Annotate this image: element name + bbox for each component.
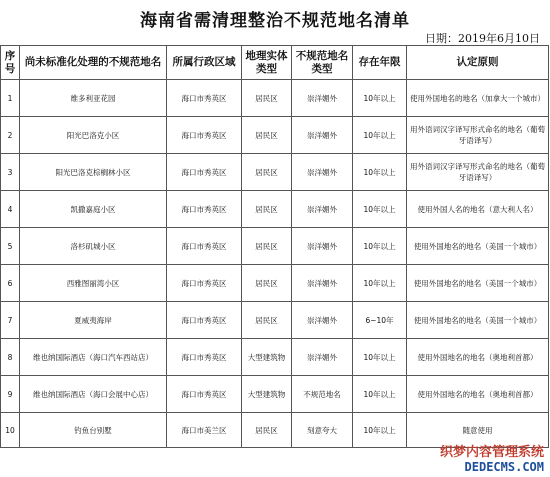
table-row: [1, 80, 549, 117]
cell-category: 崇洋媚外: [292, 265, 353, 302]
cell-name: 凯撒嘉庭小区: [20, 191, 167, 228]
cell-name: 维也纳国际酒店（海口汽车西站店）: [20, 339, 167, 376]
cell-district: 海口市秀英区: [167, 265, 242, 302]
cell-no: 5: [1, 228, 20, 265]
watermark-logo: [440, 441, 544, 474]
cell-category: 崇洋媚外: [292, 191, 353, 228]
cell-name: 维多利亚花园: [20, 80, 167, 117]
cell-district: 海口市秀英区: [167, 339, 242, 376]
cell-no: 8: [1, 339, 20, 376]
cell-name: 洛杉矶城小区: [20, 228, 167, 265]
cell-entity: 居民区: [242, 80, 292, 117]
cell-principle: 随意使用: [407, 413, 549, 448]
table-row: [1, 154, 549, 191]
cell-name: 阳光巴洛克小区: [20, 117, 167, 154]
date-label: 日期：2019年6月10日: [425, 32, 540, 45]
cell-entity: 居民区: [242, 302, 292, 339]
cell-principle: 使用外国地名的地名（奥地利首都）: [407, 376, 549, 413]
cell-no: 3: [1, 154, 20, 191]
cell-years: 10年以上: [353, 265, 407, 302]
cell-category: 崇洋媚外: [292, 154, 353, 191]
cell-no: 7: [1, 302, 20, 339]
cell-category: 崇洋媚外: [292, 339, 353, 376]
cell-category: 崇洋媚外: [292, 228, 353, 265]
cell-district: 海口市秀英区: [167, 376, 242, 413]
cell-years: 10年以上: [353, 191, 407, 228]
cell-no: 10: [1, 413, 20, 448]
watermark-line1: 织梦内容管理系统: [439, 445, 544, 460]
cell-years: 10年以上: [353, 413, 407, 448]
cell-name: 维也纳国际酒店（海口会展中心店）: [20, 376, 167, 413]
table-row: [1, 339, 549, 376]
cell-principle: 用外语词汉字译写形式命名的地名（葡萄牙语译写）: [407, 117, 549, 154]
cell-principle: 使用外国地名的地名（加拿大一个城市）: [407, 80, 549, 117]
page-title: 海南省需清理整治不规范地名清单: [140, 11, 410, 31]
cell-no: 2: [1, 117, 20, 154]
cell-entity: 居民区: [242, 265, 292, 302]
cell-entity: 大型建筑物: [242, 339, 292, 376]
table-row: [1, 302, 549, 339]
cell-district: 海口市秀英区: [167, 228, 242, 265]
cell-district: 海口市秀英区: [167, 80, 242, 117]
cell-name: 西雅图丽湾小区: [20, 265, 167, 302]
table-header-row: [1, 46, 549, 80]
cell-years: 10年以上: [353, 339, 407, 376]
cell-entity: 大型建筑物: [242, 376, 292, 413]
table-row: [1, 265, 549, 302]
cell-entity: 居民区: [242, 117, 292, 154]
cell-entity: 居民区: [242, 413, 292, 448]
cell-name: 钓鱼台别墅: [20, 413, 167, 448]
table-row: [1, 117, 549, 154]
cell-entity: 居民区: [242, 191, 292, 228]
cell-principle: 使用外国地名的地名（美国一个城市）: [407, 265, 549, 302]
header-years: 存在年限: [353, 46, 407, 80]
header-name: 尚未标准化处理的不规范地名: [20, 46, 167, 80]
cell-years: 10年以上: [353, 154, 407, 191]
cell-entity: 居民区: [242, 154, 292, 191]
header-district: 所属行政区域: [167, 46, 242, 80]
watermark-line2: DEDECMS.COM: [464, 460, 544, 474]
header-no: 序号: [1, 46, 20, 80]
header-category: 不规范地名类型: [292, 46, 353, 80]
cell-years: 10年以上: [353, 117, 407, 154]
cell-name: 夏威夷海岸: [20, 302, 167, 339]
cell-principle: 使用外国地名的地名（美国一个城市）: [407, 302, 549, 339]
cell-district: 海口市秀英区: [167, 191, 242, 228]
cell-entity: 居民区: [242, 228, 292, 265]
cell-no: 9: [1, 376, 20, 413]
table-row: [1, 228, 549, 265]
cell-principle: 用外语词汉字译写形式命名的地名（葡萄牙语译写）: [407, 154, 549, 191]
cell-district: 海口市秀英区: [167, 302, 242, 339]
cell-category: 不规范地名: [292, 376, 353, 413]
table-row: [1, 191, 549, 228]
cell-years: 10年以上: [353, 228, 407, 265]
cell-years: 10年以上: [353, 376, 407, 413]
cell-category: 崇洋媚外: [292, 302, 353, 339]
cell-category: 刻意夸大: [292, 413, 353, 448]
place-name-table: [0, 45, 549, 448]
cell-category: 崇洋媚外: [292, 80, 353, 117]
cell-no: 4: [1, 191, 20, 228]
cell-district: 海口市美兰区: [167, 413, 242, 448]
cell-no: 1: [1, 80, 20, 117]
cell-name: 阳光巴洛克棕榈林小区: [20, 154, 167, 191]
cell-category: 崇洋媚外: [292, 117, 353, 154]
cell-years: 6~10年: [353, 302, 407, 339]
header-principle: 认定原则: [407, 46, 549, 80]
cell-district: 海口市秀英区: [167, 154, 242, 191]
cell-principle: 使用外国人名的地名（意大利人名）: [407, 191, 549, 228]
cell-principle: 使用外国地名的地名（美国一个城市）: [407, 228, 549, 265]
cell-years: 10年以上: [353, 80, 407, 117]
table-row: [1, 376, 549, 413]
cell-no: 6: [1, 265, 20, 302]
header-entity: 地理实体类型: [242, 46, 292, 80]
cell-principle: 使用外国地名的地名（奥地利首都）: [407, 339, 549, 376]
cell-district: 海口市秀英区: [167, 117, 242, 154]
